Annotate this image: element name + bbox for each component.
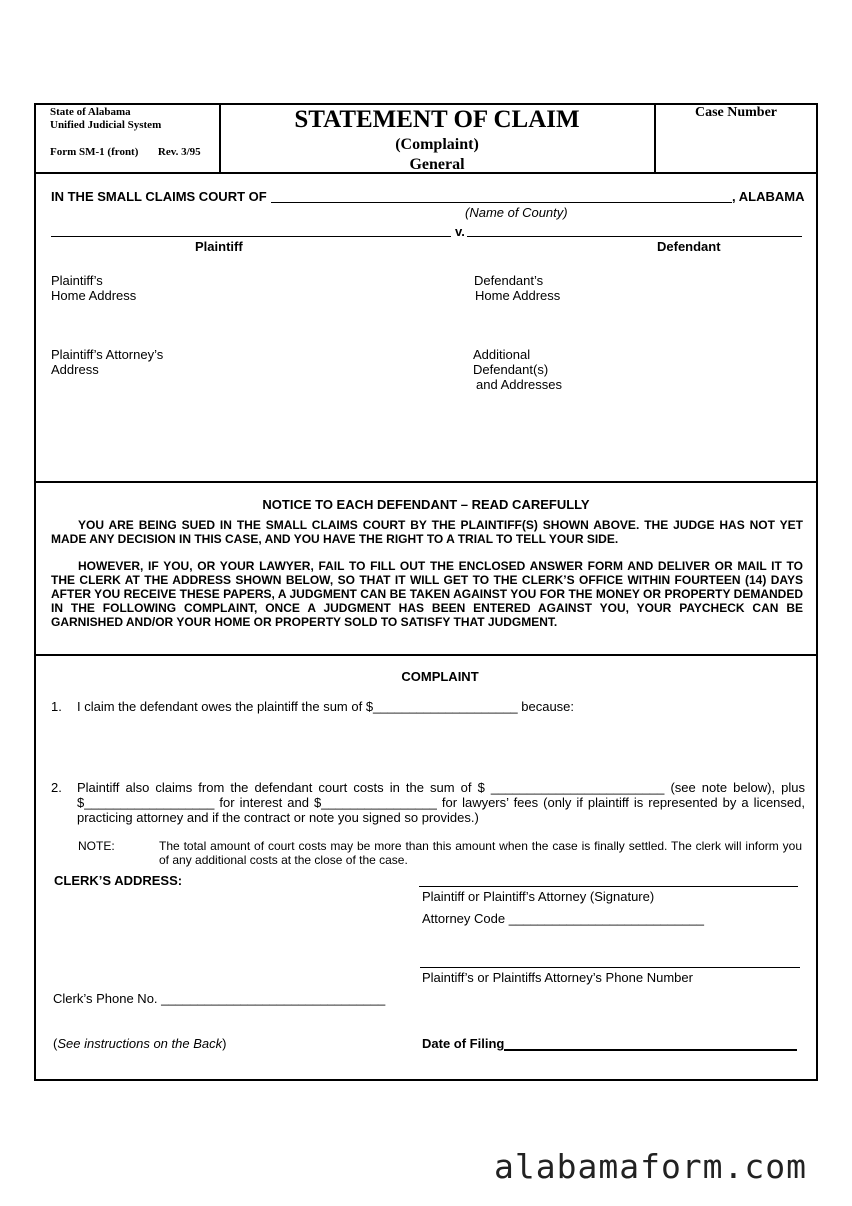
plaintiff-label: Plaintiff — [195, 239, 243, 254]
defendant-home-label-2: Home Address — [475, 288, 561, 303]
versus-label: v. — [455, 224, 465, 239]
attorney-label-2: Address — [51, 362, 99, 377]
defendant-home-address-label — [474, 273, 560, 303]
phone-line[interactable] — [420, 967, 800, 968]
judicial-system: Unified Judicial System — [50, 119, 162, 131]
complaint-heading: COMPLAINT — [401, 669, 479, 684]
case-number-label: Case Number — [694, 105, 778, 120]
attorney-code-field[interactable]: Attorney Code ___________________________ — [422, 911, 704, 926]
notice-body — [51, 518, 803, 629]
date-of-filing-line[interactable] — [504, 1049, 797, 1051]
county-blank[interactable] — [271, 202, 732, 203]
form-subtitle: (Complaint) — [395, 136, 479, 153]
item-2-text: Plaintiff also claims from the defendant court costs in the sum of $ ________________________ (see note below), plus $__________________ for interest and $________________ for lawyers’ fees (only if plaintiff is represented by a licensed, practicing attorney and if the contract or note you signed so provides.) — [77, 780, 805, 825]
item-1-text: I claim the defendant owes the plaintiff the sum of $____________________ because: — [77, 699, 575, 714]
defendant-home-label-1: Defendant’s — [474, 273, 544, 288]
see-instructions-close-paren: ) — [222, 1036, 227, 1051]
attorney-address-label — [51, 347, 163, 377]
see-instructions-open-paren: ( — [53, 1036, 58, 1051]
form-id: Form SM-1 (front) — [50, 146, 139, 158]
county-label: (Name of County) — [465, 205, 568, 220]
form-id-line — [50, 146, 201, 158]
additional-label-3: and Addresses — [476, 377, 563, 392]
plaintiff-home-label-2: Home Address — [51, 288, 137, 303]
form-revision: Rev. 3/95 — [157, 146, 201, 158]
plaintiff-home-address-label — [51, 273, 136, 303]
form-title: STATEMENT OF CLAIM — [294, 106, 580, 133]
see-instructions — [53, 1036, 226, 1051]
defendant-label: Defendant — [657, 239, 721, 254]
note-text: The total amount of court costs may be more than this amount when the case is finally settled. The clerk will inform you of any additional costs at the close of the case. — [159, 839, 802, 867]
note-label: NOTE: — [78, 839, 115, 853]
header-state-block — [50, 106, 161, 132]
attorney-label-1: Plaintiff’s Attorney’s — [51, 347, 164, 362]
state-name: State of Alabama — [50, 106, 131, 118]
complaint-top-rule — [34, 654, 818, 656]
additional-defendants-label — [473, 347, 562, 392]
additional-label-1: Additional — [473, 347, 531, 362]
notice-paragraph-1: YOU ARE BEING SUED IN THE SMALL CLAIMS COURT BY THE PLAINTIFF(S) SHOWN ABOVE. THE JUDGE HAS NOT YET MADE ANY DECISION IN THIS CASE, AND YOU HAVE THE RIGHT TO A TRIAL TO TELL YOUR SIDE. — [51, 518, 803, 546]
phone-label: Plaintiff’s or Plaintiffs Attorney’s Phone Number — [422, 970, 693, 985]
clerks-address-label: CLERK’S ADDRESS: — [54, 873, 183, 888]
plaintiff-home-label-1: Plaintiff’s — [51, 273, 103, 288]
notice-heading: NOTICE TO EACH DEFENDANT – READ CAREFULLY — [262, 497, 590, 512]
form-subtitle-general: General — [409, 156, 465, 173]
court-suffix: , ALABAMA — [732, 189, 805, 204]
signature-label: Plaintiff or Plaintiff’s Attorney (Signature) — [422, 889, 655, 904]
clerk-phone-field[interactable]: Clerk’s Phone No. _______________________________ — [53, 991, 386, 1006]
notice-paragraph-2: HOWEVER, IF YOU, OR YOUR LAWYER, FAIL TO FILL OUT THE ENCLOSED ANSWER FORM AND DELIVER OR MAIL IT TO THE CLERK AT THE ADDRESS SHOWN BELOW, SO THAT IT WILL GET TO THE CLERK’S OFFICE WITHIN FOURTEEN (14) DAYS AFTER YOU RECEIVE THESE PAPERS, A JUDGMENT CAN BE TAKEN AGAINST YOU FOR THE MONEY OR PROPERTY DEMANDED IN THE FOLLOWING COMPLAINT, ONCE A JUDGMENT HAS BEEN ENTERED AGAINST YOU, YOUR PAYCHECK CAN BE GARNISHED AND/OR YOUR HOME OR PROPERTY SOLD TO SATISFY THAT JUDGMENT. — [51, 559, 803, 629]
additional-label-2: Defendant(s) — [473, 362, 549, 377]
item-2-number: 2. — [51, 780, 62, 795]
signature-line[interactable] — [419, 886, 798, 887]
notice-top-rule — [34, 481, 818, 483]
see-instructions-text: See instructions on the Back — [57, 1036, 223, 1051]
court-prefix: IN THE SMALL CLAIMS COURT OF — [51, 189, 267, 204]
date-of-filing-label: Date of Filing — [422, 1036, 505, 1051]
defendant-blank[interactable] — [467, 236, 802, 237]
title-block — [221, 104, 653, 174]
plaintiff-blank[interactable] — [51, 236, 451, 237]
watermark: alabamaform.com — [494, 1147, 808, 1186]
item-1-number: 1. — [51, 699, 62, 714]
